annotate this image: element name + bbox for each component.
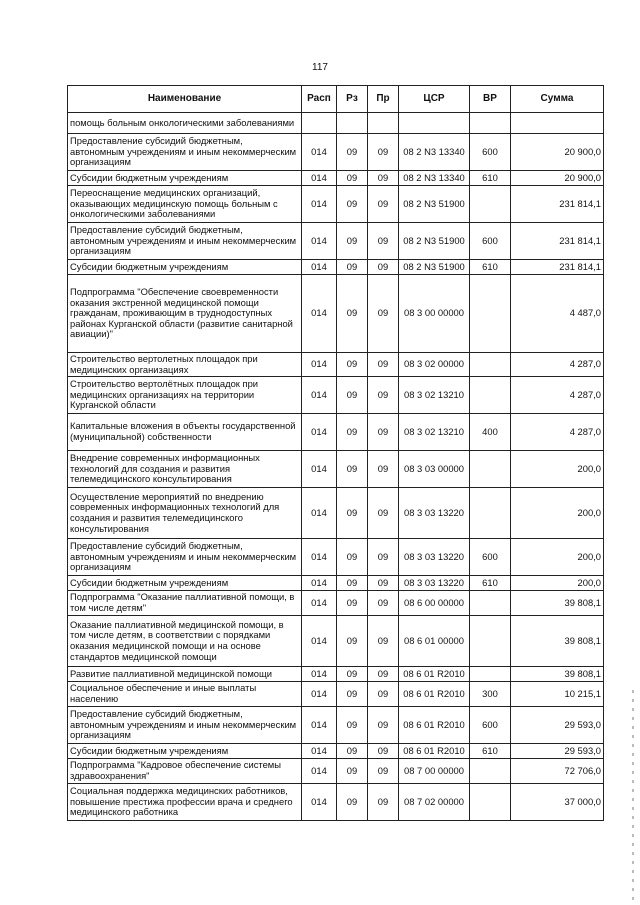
- cell-vr: 600: [470, 134, 511, 171]
- cell-name: Социальная поддержка медицинских работников, повышение престижа профессии врача и среднего медицинского работника: [68, 784, 302, 821]
- table-row: [68, 759, 604, 784]
- header-sum: Сумма: [511, 86, 604, 113]
- cell-rasp: 014: [302, 616, 337, 667]
- cell-rasp: 014: [302, 134, 337, 171]
- cell-vr: 610: [470, 171, 511, 186]
- cell-sum: 4 287,0: [511, 414, 604, 451]
- cell-name: Развитие паллиативной медицинской помощи: [68, 667, 302, 682]
- table-row: [68, 186, 604, 223]
- header-name: Наименование: [68, 86, 302, 113]
- cell-csr: 08 2 N3 51900: [399, 260, 470, 275]
- cell-csr: 08 3 00 00000: [399, 275, 470, 353]
- cell-rz: 09: [337, 275, 368, 353]
- cell-csr: 08 2 N3 51900: [399, 223, 470, 260]
- table-row: [68, 682, 604, 707]
- table-header-row: [68, 86, 604, 113]
- table-row: [68, 576, 604, 591]
- cell-pr: 09: [368, 591, 399, 616]
- cell-rasp: 014: [302, 223, 337, 260]
- cell-rasp: 014: [302, 667, 337, 682]
- cell-pr: 09: [368, 377, 399, 414]
- cell-pr: [368, 113, 399, 134]
- cell-rz: [337, 113, 368, 134]
- cell-rz: 09: [337, 171, 368, 186]
- cell-rasp: 014: [302, 682, 337, 707]
- table-row: [68, 667, 604, 682]
- cell-csr: 08 6 01 R2010: [399, 667, 470, 682]
- cell-pr: 09: [368, 616, 399, 667]
- cell-rz: 09: [337, 539, 368, 576]
- cell-rz: 09: [337, 591, 368, 616]
- cell-rz: 09: [337, 616, 368, 667]
- cell-rz: 09: [337, 414, 368, 451]
- cell-rasp: 014: [302, 377, 337, 414]
- cell-rasp: 014: [302, 260, 337, 275]
- cell-sum: 72 706,0: [511, 759, 604, 784]
- cell-name: Предоставление субсидий бюджетным, автономным учреждениям и иным некоммерческим организациям: [68, 707, 302, 744]
- cell-rz: 09: [337, 377, 368, 414]
- budget-table: [67, 85, 604, 821]
- cell-name: помощь больным онкологическими заболеваниями: [68, 113, 302, 134]
- cell-pr: 09: [368, 223, 399, 260]
- cell-vr: [470, 616, 511, 667]
- cell-rasp: 014: [302, 539, 337, 576]
- cell-vr: 600: [470, 539, 511, 576]
- header-rasp: Расп: [302, 86, 337, 113]
- table-row: [68, 707, 604, 744]
- cell-sum: 4 487,0: [511, 275, 604, 353]
- cell-sum: 200,0: [511, 451, 604, 488]
- cell-name: Субсидии бюджетным учреждениям: [68, 260, 302, 275]
- table-row: [68, 275, 604, 353]
- cell-vr: [470, 113, 511, 134]
- cell-vr: 600: [470, 707, 511, 744]
- cell-sum: 29 593,0: [511, 744, 604, 759]
- table-row: [68, 260, 604, 275]
- cell-rasp: 014: [302, 591, 337, 616]
- cell-csr: 08 3 02 13210: [399, 377, 470, 414]
- cell-vr: 610: [470, 744, 511, 759]
- cell-sum: 231 814,1: [511, 223, 604, 260]
- cell-vr: 600: [470, 223, 511, 260]
- cell-sum: 200,0: [511, 488, 604, 539]
- cell-rasp: 014: [302, 576, 337, 591]
- cell-pr: 09: [368, 488, 399, 539]
- cell-csr: 08 2 N3 51900: [399, 186, 470, 223]
- cell-name: Подпрограмма "Кадровое обеспечение системы здравоохранения": [68, 759, 302, 784]
- cell-name: Предоставление субсидий бюджетным, автономным учреждениям и иным некоммерческим организациям: [68, 134, 302, 171]
- cell-name: Оказание паллиативной медицинской помощи, в том числе детям, в соответствии с порядками оказания медицинской помощи и на основе стандартов медицинской помощи: [68, 616, 302, 667]
- cell-csr: 08 6 01 R2010: [399, 682, 470, 707]
- cell-pr: 09: [368, 171, 399, 186]
- cell-pr: 09: [368, 759, 399, 784]
- cell-name: Субсидии бюджетным учреждениям: [68, 744, 302, 759]
- cell-vr: [470, 488, 511, 539]
- table-row: [68, 134, 604, 171]
- cell-rasp: 014: [302, 744, 337, 759]
- cell-sum: 10 215,1: [511, 682, 604, 707]
- cell-csr: 08 6 01 00000: [399, 616, 470, 667]
- cell-rasp: [302, 113, 337, 134]
- table-row: [68, 488, 604, 539]
- cell-rz: 09: [337, 353, 368, 377]
- cell-sum: 200,0: [511, 539, 604, 576]
- page-number: 117: [312, 62, 328, 73]
- cell-pr: 09: [368, 275, 399, 353]
- cell-sum: [511, 113, 604, 134]
- header-csr: ЦСР: [399, 86, 470, 113]
- cell-pr: 09: [368, 186, 399, 223]
- cell-csr: 08 3 03 13220: [399, 488, 470, 539]
- cell-pr: 09: [368, 707, 399, 744]
- cell-rz: 09: [337, 260, 368, 275]
- cell-rz: 09: [337, 488, 368, 539]
- cell-csr: 08 6 00 00000: [399, 591, 470, 616]
- cell-name: Подпрограмма "Оказание паллиативной помощи, в том числе детям": [68, 591, 302, 616]
- cell-vr: [470, 667, 511, 682]
- table-row: [68, 591, 604, 616]
- header-rz: Рз: [337, 86, 368, 113]
- cell-name: Осуществление мероприятий по внедрению современных информационных технологий для создания и развития телемедицинского консультирования: [68, 488, 302, 539]
- cell-pr: 09: [368, 784, 399, 821]
- cell-rz: 09: [337, 134, 368, 171]
- cell-vr: [470, 591, 511, 616]
- cell-vr: [470, 784, 511, 821]
- cell-rasp: 014: [302, 759, 337, 784]
- cell-csr: 08 7 00 00000: [399, 759, 470, 784]
- cell-name: Субсидии бюджетным учреждениям: [68, 576, 302, 591]
- cell-csr: 08 3 03 13220: [399, 539, 470, 576]
- cell-pr: 09: [368, 353, 399, 377]
- cell-pr: 09: [368, 682, 399, 707]
- cell-pr: 09: [368, 539, 399, 576]
- cell-sum: 20 900,0: [511, 134, 604, 171]
- cell-rasp: 014: [302, 353, 337, 377]
- cell-rz: 09: [337, 682, 368, 707]
- cell-rasp: 014: [302, 451, 337, 488]
- cell-sum: 39 808,1: [511, 591, 604, 616]
- table-row: [68, 744, 604, 759]
- cell-sum: 39 808,1: [511, 667, 604, 682]
- cell-sum: 39 808,1: [511, 616, 604, 667]
- cell-vr: [470, 275, 511, 353]
- cell-name: Подпрограмма "Обеспечение своевременности оказания экстренной медицинской помощи гражданам, проживающим в труднодоступных районах Курганской области (развитие санитарной авиации)": [68, 275, 302, 353]
- cell-sum: 4 287,0: [511, 353, 604, 377]
- cell-rz: 09: [337, 576, 368, 591]
- table-row: [68, 171, 604, 186]
- cell-name: Внедрение современных информационных технологий для создания и развития телемедицинского консультирования: [68, 451, 302, 488]
- cell-rasp: 014: [302, 488, 337, 539]
- cell-name: Субсидии бюджетным учреждениям: [68, 171, 302, 186]
- table-row: [68, 223, 604, 260]
- cell-rz: 09: [337, 744, 368, 759]
- cell-sum: 200,0: [511, 576, 604, 591]
- cell-sum: 20 900,0: [511, 171, 604, 186]
- cell-csr: [399, 113, 470, 134]
- cell-pr: 09: [368, 134, 399, 171]
- cell-pr: 09: [368, 451, 399, 488]
- table-row: [68, 451, 604, 488]
- cell-csr: 08 6 01 R2010: [399, 707, 470, 744]
- cell-csr: 08 2 N3 13340: [399, 134, 470, 171]
- cell-csr: 08 3 03 13220: [399, 576, 470, 591]
- cell-rasp: 014: [302, 171, 337, 186]
- cell-pr: 09: [368, 667, 399, 682]
- cell-pr: 09: [368, 260, 399, 275]
- table-row: [68, 539, 604, 576]
- cell-rz: 09: [337, 186, 368, 223]
- cell-name: Строительство вертолетных площадок при медицинских организациях: [68, 353, 302, 377]
- table-row: [68, 377, 604, 414]
- cell-vr: 610: [470, 260, 511, 275]
- cell-rz: 09: [337, 759, 368, 784]
- table-row: [68, 113, 604, 134]
- cell-vr: 400: [470, 414, 511, 451]
- header-pr: Пр: [368, 86, 399, 113]
- cell-rz: 09: [337, 667, 368, 682]
- cell-pr: 09: [368, 744, 399, 759]
- cell-vr: [470, 377, 511, 414]
- cell-csr: 08 3 02 13210: [399, 414, 470, 451]
- cell-sum: 4 287,0: [511, 377, 604, 414]
- cell-sum: 29 593,0: [511, 707, 604, 744]
- table-row: [68, 784, 604, 821]
- cell-rasp: 014: [302, 707, 337, 744]
- cell-name: Капитальные вложения в объекты государственной (муниципальной) собственности: [68, 414, 302, 451]
- cell-name: Социальное обеспечение и иные выплаты населению: [68, 682, 302, 707]
- cell-name: Предоставление субсидий бюджетным, автономным учреждениям и иным некоммерческим организациям: [68, 223, 302, 260]
- cell-vr: [470, 186, 511, 223]
- cell-rasp: 014: [302, 186, 337, 223]
- cell-csr: 08 7 02 00000: [399, 784, 470, 821]
- cell-rz: 09: [337, 784, 368, 821]
- cell-csr: 08 6 01 R2010: [399, 744, 470, 759]
- table-row: [68, 616, 604, 667]
- header-vr: ВР: [470, 86, 511, 113]
- cell-pr: 09: [368, 414, 399, 451]
- cell-rz: 09: [337, 451, 368, 488]
- scan-edge-marks: [632, 690, 634, 900]
- cell-vr: [470, 353, 511, 377]
- cell-sum: 231 814,1: [511, 260, 604, 275]
- cell-csr: 08 3 02 00000: [399, 353, 470, 377]
- cell-vr: [470, 451, 511, 488]
- cell-rasp: 014: [302, 275, 337, 353]
- cell-name: Переоснащение медицинских организаций, оказывающих медицинскую помощь больным с онкологическими заболеваниями: [68, 186, 302, 223]
- table-row: [68, 353, 604, 377]
- cell-rasp: 014: [302, 414, 337, 451]
- cell-rasp: 014: [302, 784, 337, 821]
- cell-csr: 08 3 03 00000: [399, 451, 470, 488]
- cell-rz: 09: [337, 707, 368, 744]
- cell-rz: 09: [337, 223, 368, 260]
- cell-vr: [470, 759, 511, 784]
- cell-csr: 08 2 N3 13340: [399, 171, 470, 186]
- cell-pr: 09: [368, 576, 399, 591]
- cell-name: Предоставление субсидий бюджетным, автономным учреждениям и иным некоммерческим организациям: [68, 539, 302, 576]
- table-row: [68, 414, 604, 451]
- cell-sum: 231 814,1: [511, 186, 604, 223]
- cell-name: Строительство вертолётных площадок при медицинских организациях на территории Курганской области: [68, 377, 302, 414]
- cell-vr: 610: [470, 576, 511, 591]
- cell-sum: 37 000,0: [511, 784, 604, 821]
- cell-vr: 300: [470, 682, 511, 707]
